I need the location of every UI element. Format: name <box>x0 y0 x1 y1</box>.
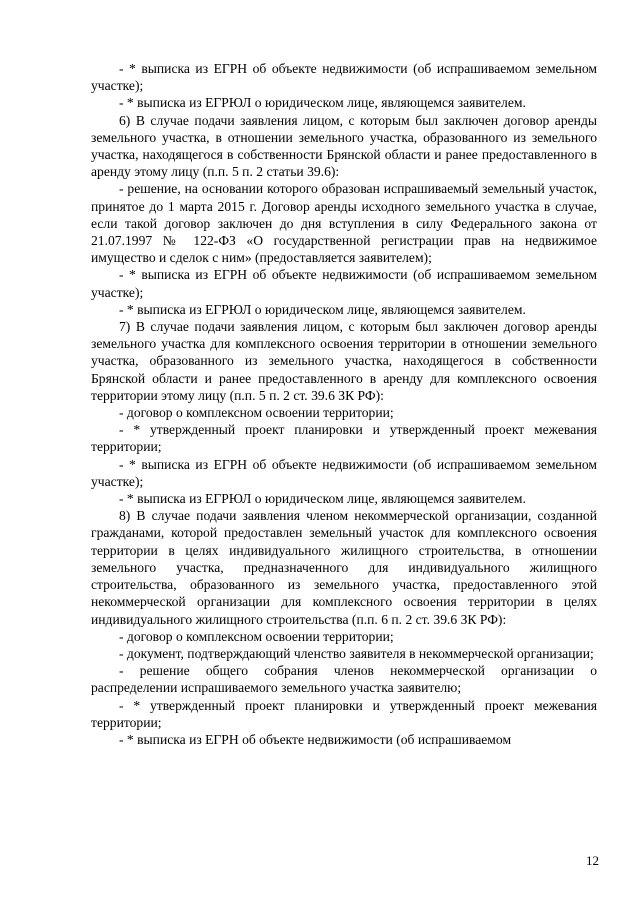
paragraph-17: - * выписка из ЕГРН об объекте недвижимости (об испрашиваемом <box>119 731 512 747</box>
paragraph-12: 8) В случае подачи заявления членом некоммерческой организации, созданной гражданами, которой предоставлен земельный участок для комплексного освоения территории в целях индивидуального жилищного строительства, в отношении земельного участка, предназначенного для индивидуального жилищного строительства, образованного из земельного участка, предоставленного этой некоммерческой организации для комплексного освоения территории в целях индивидуального жилищного строительства (п.п. 6 п. 2 ст. 39.6 ЗК РФ): <box>91 508 597 627</box>
paragraph-4: - решение, на основании которого образован испрашиваемый земельный участок, принятое до 1 марта 2015 г. Договор аренды исходного земельного участка в случае, если такой договор заключен до дня вступления в силу Федерального закона от 21.07.1997 № 122-ФЗ «О государственной регистрации прав на недвижимое имущество и сделок с ним» (предоставляется заявителем); <box>91 181 597 266</box>
paragraph-5: - * выписка из ЕГРН об объекте недвижимости (об испрашиваемом земельном участке); <box>91 267 597 300</box>
paragraph-7: 7) В случае подачи заявления лицом, с которым был заключен договор аренды земельного участка для комплексного освоения территории в отношении земельного участка, образованного из земельного участка, находящегося в собственности Брянской области и ранее предоставленного в аренду для комплексного освоения территории этому лицу (п.п. 5 п. 2 ст. 39.6 ЗК РФ): <box>91 319 597 403</box>
paragraph-1: - * выписка из ЕГРН об объекте недвижимости (об испрашиваемом земельном участке); <box>91 61 597 94</box>
paragraph-3: 6) В случае подачи заявления лицом, с которым был заключен договор аренды земельного участка, в отношении земельного участка, образованного из земельного участка, находящегося в собственности Брянской области и ранее предоставленного в аренду этому лицу (п.п. 5 п. 2 статьи 39.6): <box>91 112 597 180</box>
paragraph-11: - * выписка из ЕГРЮЛ о юридическом лице, являющемся заявителем. <box>119 491 526 507</box>
paragraph-15: - решение общего собрания членов некоммерческой организации о распределении испрашиваемого земельного участка заявителю; <box>91 663 597 696</box>
paragraph-13: - договор о комплексном освоении территории; <box>119 628 394 644</box>
paragraph-9: - * утвержденный проект планировки и утвержденный проект межевания территории; <box>91 422 597 455</box>
paragraph-14: - документ, подтверждающий членство заявителя в некоммерческой организации; <box>119 645 594 661</box>
paragraph-2: - * выписка из ЕГРЮЛ о юридическом лице, являющемся заявителем. <box>119 95 526 111</box>
paragraph-6: - * выписка из ЕГРЮЛ о юридическом лице, являющемся заявителем. <box>119 301 526 317</box>
paragraph-8: - договор о комплексном освоении территории; <box>119 405 394 421</box>
paragraph-10: - * выписка из ЕГРН об объекте недвижимости (об испрашиваемом земельном участке); <box>91 456 597 489</box>
document-body <box>91 60 597 748</box>
paragraph-16: - * утвержденный проект планировки и утвержденный проект межевания территории; <box>91 697 597 730</box>
page-number: 12 <box>586 853 599 868</box>
